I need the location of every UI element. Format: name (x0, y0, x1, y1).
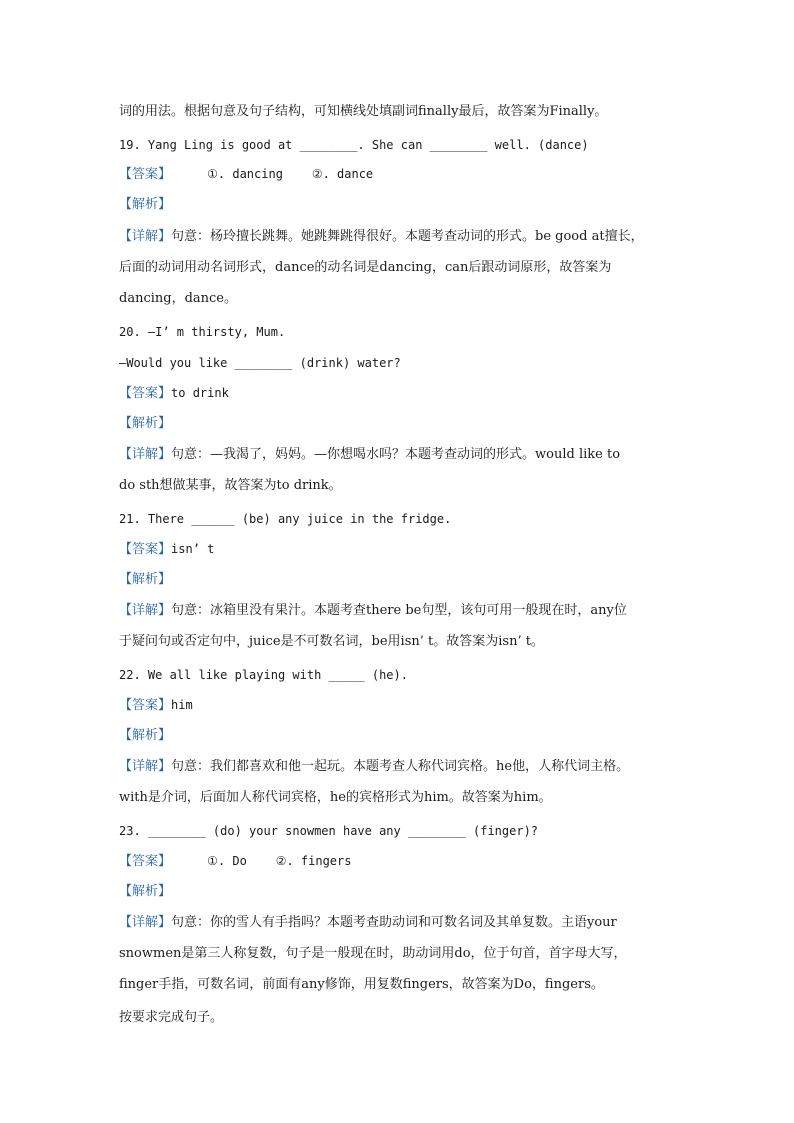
analysis-tag: 【解析】 (119, 572, 172, 587)
answer-tag: 【答案】 (119, 542, 172, 557)
analysis-tag: 【解析】 (119, 728, 172, 743)
text-line: 于疑问句或否定句中，juice是不可数名词，be用isn’ t。故答案为isn’ t。 (119, 634, 544, 649)
answer-tag: 【答案】 (119, 386, 172, 401)
text-line: finger手指，可数名词，前面有any修饰，用复数fingers，故答案为Do，fingers。 (119, 977, 604, 992)
analysis-line (119, 728, 171, 744)
text-line: do sth想做某事，故答案为to drink。 (119, 478, 342, 493)
question-19: 19. Yang Ling is good at ________. She can ________ well. (dance) (119, 138, 589, 152)
analysis-line (119, 884, 171, 900)
analysis-tag: 【解析】 (119, 416, 172, 431)
answer-line: 【答案】to drink (119, 386, 229, 401)
text-line: 后面的动词用动名词形式，dance的动名词是dancing，can后跟动词原形，故答案为 (119, 260, 612, 275)
detail-tag: 【详解】 (119, 915, 172, 930)
analysis-tag: 【解析】 (119, 197, 172, 212)
detail-line: 【详解】句意：冰箱里没有果汁。本题考查there be句型，该句可用一般现在时，any位 (119, 603, 627, 618)
text-line: with是介词，后面加人称代词宾格，he的宾格形式为him。故答案为him。 (119, 790, 552, 805)
analysis-line (119, 197, 171, 213)
text-line: snowmen是第三人称复数，句子是一般现在时，助动词用do，位于句首，首字母大写， (119, 946, 627, 961)
analysis-tag: 【解析】 (119, 884, 172, 899)
detail-line: 【详解】句意：你的雪人有手指吗？本题考查助动词和可数名词及其单复数。主语your (119, 915, 617, 930)
section-heading: 按要求完成句子。 (119, 1010, 224, 1025)
answer-line: 【答案】 ①. Do ②. fingers (119, 854, 352, 869)
detail-tag: 【详解】 (119, 447, 172, 462)
answer-tag: 【答案】 (119, 854, 172, 869)
detail-line: 【详解】句意：我们都喜欢和他一起玩。本题考查人称代词宾格。he他，人称代词主格。 (119, 759, 630, 774)
question-23: 23. ________ (do) your snowmen have any ________ (finger)? (119, 824, 539, 838)
detail-tag: 【详解】 (119, 229, 172, 244)
detail-line: 【详解】句意：—我渴了，妈妈。—你想喝水吗？本题考查动词的形式。would like to (119, 447, 621, 462)
analysis-line (119, 416, 171, 432)
question-21: 21. There ______ (be) any juice in the fridge. (119, 512, 452, 526)
question-20: 20. —I’ m thirsty, Mum. (119, 325, 286, 339)
text-line: 词的用法。根据句意及句子结构，可知横线处填副词finally最后，故答案为Finally。 (119, 104, 608, 119)
answer-tag: 【答案】 (119, 167, 172, 182)
answer-line: 【答案】isn’ t (119, 542, 215, 557)
analysis-line (119, 572, 171, 588)
detail-line: 【详解】句意：杨玲擅长跳舞。她跳舞跳得很好。本题考查动词的形式。be good at擅长， (119, 229, 644, 244)
answer-line: 【答案】 ①. dancing ②. dance (119, 167, 374, 182)
text-line: dancing，dance。 (119, 291, 237, 306)
question-20-line-2: —Would you like ________ (drink) water? (119, 356, 401, 370)
detail-tag: 【详解】 (119, 759, 172, 774)
answer-tag: 【答案】 (119, 698, 172, 713)
detail-tag: 【详解】 (119, 603, 172, 618)
answer-line: 【答案】him (119, 698, 193, 713)
question-22: 22. We all like playing with _____ (he). (119, 668, 408, 682)
